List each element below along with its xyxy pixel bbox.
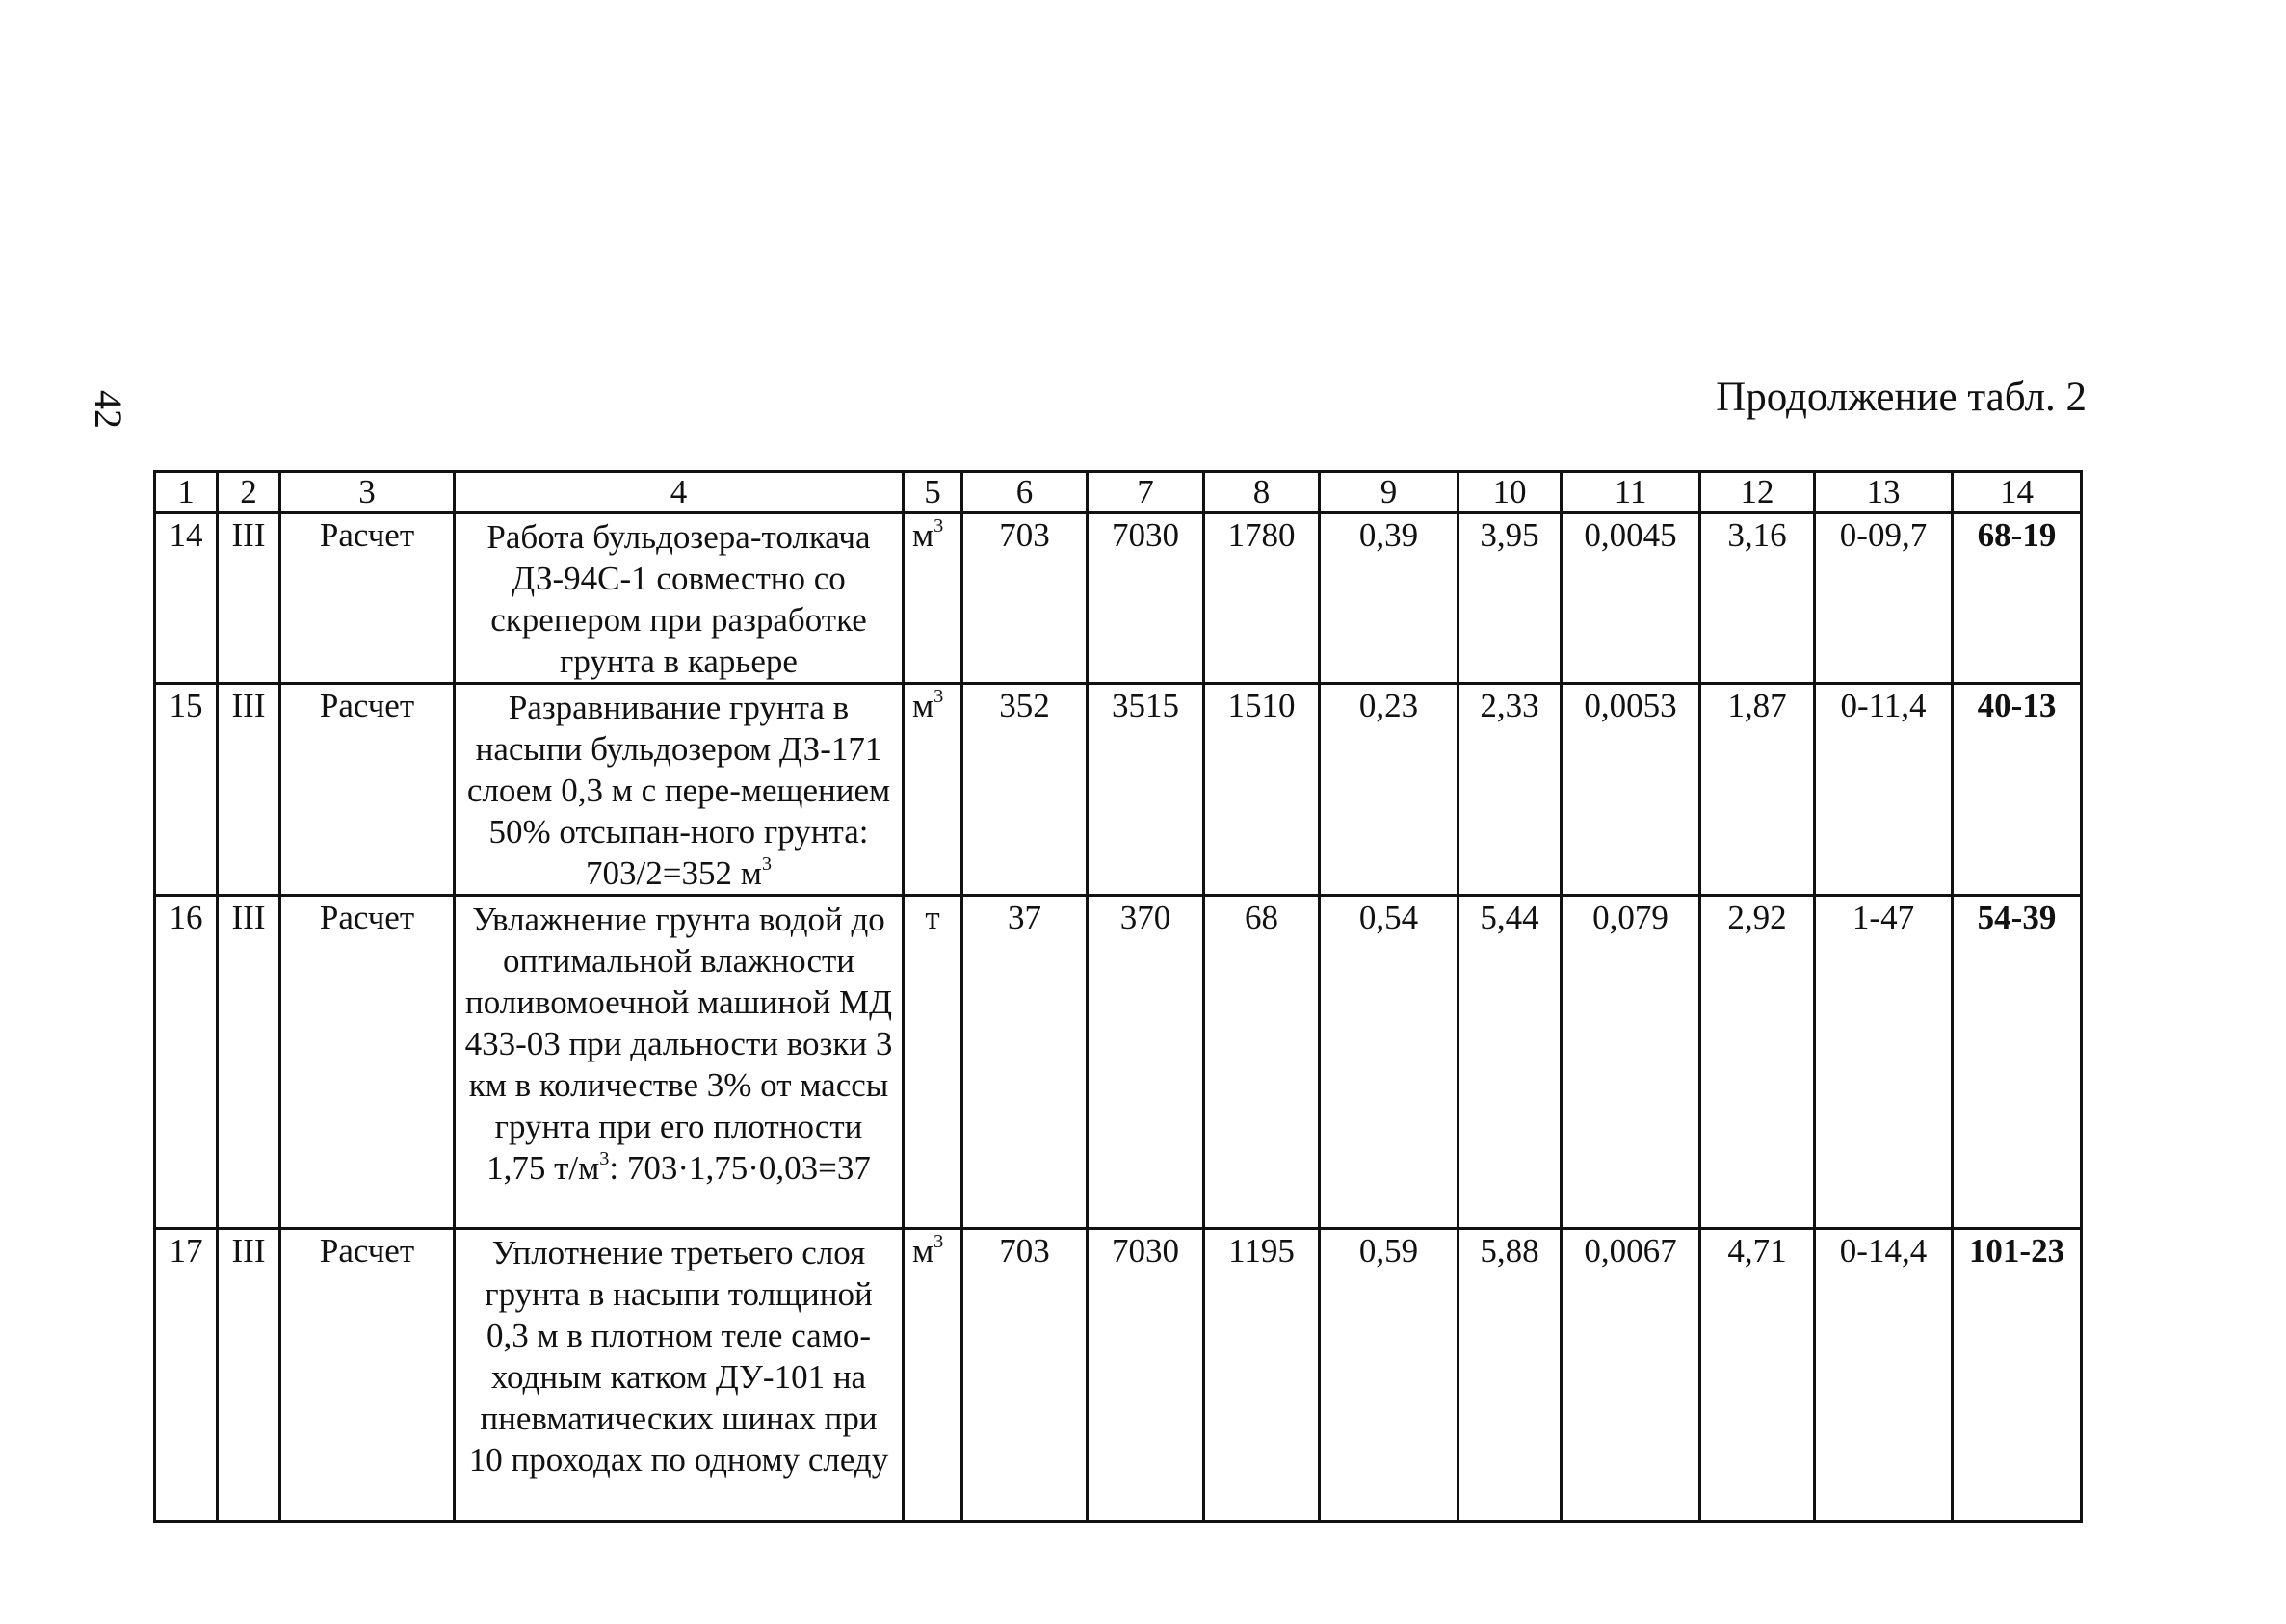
cell-col7: 370 [1088, 896, 1204, 1229]
cell-col10: 3,95 [1458, 513, 1562, 684]
unit [904, 513, 962, 684]
col-header: 9 [1320, 472, 1458, 513]
cell-col6: 703 [962, 1229, 1088, 1522]
cell-col6: 703 [962, 513, 1088, 684]
basis: Расчет [280, 896, 455, 1229]
col-header: 8 [1204, 472, 1320, 513]
cell-col8: 1510 [1204, 684, 1320, 896]
cell-col10: 5,44 [1458, 896, 1562, 1229]
work-description [455, 896, 904, 1229]
unit-base: т [925, 899, 940, 936]
col-header: 1 [155, 472, 218, 513]
category: III [218, 1229, 280, 1522]
cell-col8: 1195 [1204, 1229, 1320, 1522]
header-row [155, 472, 2082, 513]
cell-col10: 2,33 [1458, 684, 1562, 896]
description-text: Увлажнение грунта водой до оптимальной влажности поливомоечной машиной МД 433-03 при дальности возки 3 км в количестве 3% от массы грунта при его плотности 1,75 т/м [464, 901, 893, 1187]
col-header: 3 [280, 472, 455, 513]
cell-col11: 0,0045 [1562, 513, 1700, 684]
cell-col8: 1780 [1204, 513, 1320, 684]
unit-exponent: 3 [933, 514, 944, 537]
cell-col9: 0,54 [1320, 896, 1458, 1229]
cell-col12: 1,87 [1700, 684, 1815, 896]
table-row [155, 1229, 2082, 1522]
cell-col13: 0-09,7 [1815, 513, 1953, 684]
cell-col14: 54-39 [1953, 896, 2082, 1229]
unit-exponent: 3 [933, 685, 944, 707]
cell-col14: 68-19 [1953, 513, 2082, 684]
category: III [218, 896, 280, 1229]
description-formula: : 703·1,75·0,03=37 [609, 1149, 871, 1187]
cell-col6: 37 [962, 896, 1088, 1229]
col-header: 2 [218, 472, 280, 513]
work-description [455, 684, 904, 896]
cell-col13: 1-47 [1815, 896, 1953, 1229]
works-table [153, 470, 2083, 1523]
unit [904, 896, 962, 1229]
cell-col12: 3,16 [1700, 513, 1815, 684]
unit-base: м [912, 516, 934, 554]
category: III [218, 684, 280, 896]
col-header: 4 [455, 472, 904, 513]
cell-col7: 7030 [1088, 513, 1204, 684]
cell-col6: 352 [962, 684, 1088, 896]
cell-col7: 3515 [1088, 684, 1204, 896]
cell-col13: 0-11,4 [1815, 684, 1953, 896]
basis: Расчет [280, 513, 455, 684]
col-header: 6 [962, 472, 1088, 513]
row-number: 15 [155, 684, 218, 896]
page-number: 42 [87, 390, 130, 429]
row-number: 14 [155, 513, 218, 684]
table-row [155, 684, 2082, 896]
unit [904, 1229, 962, 1522]
table-caption: Продолжение табл. 2 [1716, 375, 2087, 420]
col-header: 13 [1815, 472, 1953, 513]
cell-col9: 0,59 [1320, 1229, 1458, 1522]
description-text: Разравнивание грунта в насыпи бульдозером ДЗ-171 слоем 0,3 м с пере-мещением 50% отсыпан-ного грунта: 703/2=352 м [466, 689, 891, 892]
description-exponent: 3 [599, 1147, 610, 1169]
col-header: 11 [1562, 472, 1700, 513]
cell-col12: 2,92 [1700, 896, 1815, 1229]
cell-col11: 0,0053 [1562, 684, 1700, 896]
row-number: 17 [155, 1229, 218, 1522]
description-exponent: 3 [761, 852, 772, 875]
unit [904, 684, 962, 896]
work-description: Работа бульдозера-толкача ДЗ-94С-1 совместно со скрепером при разработке грунта в карьере [455, 513, 904, 684]
unit-exponent: 3 [933, 1230, 944, 1252]
cell-col12: 4,71 [1700, 1229, 1815, 1522]
unit-base: м [912, 1232, 934, 1270]
cell-col9: 0,39 [1320, 513, 1458, 684]
cell-col14: 40-13 [1953, 684, 2082, 896]
cell-col14: 101-23 [1953, 1229, 2082, 1522]
basis: Расчет [280, 1229, 455, 1522]
table-row [155, 896, 2082, 1229]
col-header: 12 [1700, 472, 1815, 513]
row-number: 16 [155, 896, 218, 1229]
col-header: 10 [1458, 472, 1562, 513]
cell-col9: 0,23 [1320, 684, 1458, 896]
basis: Расчет [280, 684, 455, 896]
col-header: 7 [1088, 472, 1204, 513]
cell-col11: 0,079 [1562, 896, 1700, 1229]
cell-col13: 0-14,4 [1815, 1229, 1953, 1522]
cell-col7: 7030 [1088, 1229, 1204, 1522]
unit-base: м [912, 687, 934, 724]
col-header: 14 [1953, 472, 2082, 513]
category: III [218, 513, 280, 684]
cell-col8: 68 [1204, 896, 1320, 1229]
cell-col11: 0,0067 [1562, 1229, 1700, 1522]
table-row [155, 513, 2082, 684]
work-description: Уплотнение третьего слоя грунта в насыпи толщиной 0,3 м в плотном теле само-ходным катком ДУ-101 на пневматических шинах при 10 проходах по одному следу [455, 1229, 904, 1522]
col-header: 5 [904, 472, 962, 513]
cell-col10: 5,88 [1458, 1229, 1562, 1522]
